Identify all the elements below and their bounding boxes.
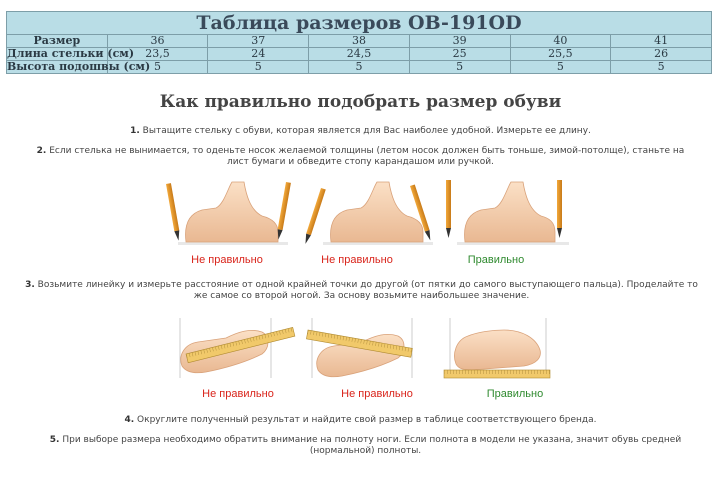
row-label: Длина стельки (см) bbox=[7, 47, 135, 60]
pencil-icon bbox=[446, 180, 451, 238]
table-cell: 26 bbox=[611, 48, 712, 61]
table-cell: 5 bbox=[208, 61, 309, 74]
caption-wrong: Не правильно bbox=[341, 388, 413, 400]
table-cell: 24,5 bbox=[309, 48, 410, 61]
size-table bbox=[6, 11, 712, 74]
foot-icon bbox=[178, 182, 288, 245]
step-number: 5. bbox=[49, 435, 60, 445]
table-cell: 39 bbox=[409, 35, 510, 48]
caption-wrong: Не правильно bbox=[191, 254, 263, 266]
pencil-icon bbox=[276, 182, 291, 240]
step-number: 4. bbox=[124, 415, 135, 425]
table-row bbox=[7, 48, 712, 61]
row-label: Размер bbox=[7, 35, 108, 48]
table-cell: 24 bbox=[208, 48, 309, 61]
table-cell: 38 bbox=[309, 35, 410, 48]
table-cell: 5 bbox=[611, 61, 712, 74]
table-row bbox=[7, 61, 712, 74]
table-cell: 5 bbox=[107, 61, 208, 74]
foot-icon bbox=[457, 182, 569, 245]
table-cell: 5 bbox=[309, 61, 410, 74]
pencil-icon bbox=[166, 183, 181, 241]
size-table-title: Таблица размеров OB-191OD bbox=[7, 12, 712, 35]
step-text: Округлите полученный результат и найдите свой размер в таблице соответствующего бренда. bbox=[137, 415, 597, 425]
table-cell: 25 bbox=[409, 48, 510, 61]
ruler-icon bbox=[444, 370, 550, 378]
foot-icon bbox=[455, 330, 541, 370]
row-label: Высота подошвы (см) bbox=[7, 60, 151, 73]
step-text: Вытащите стельку с обуви, которая является для Вас наиболее удобной. Измерьте ее длину. bbox=[142, 126, 591, 136]
step-text: Возьмите линейку и измерьте расстояние от одной крайней точки до другой (от пятки до самого выступающего пальца). Проделайте то же самое со второй ногой. За основу возьмите наибольшее значение. bbox=[37, 280, 698, 301]
table-cell: 41 bbox=[611, 35, 712, 48]
step-number: 3. bbox=[25, 280, 35, 290]
step-1 bbox=[20, 126, 701, 137]
step-number: 2. bbox=[36, 146, 47, 156]
guide-title: Как правильно подобрать размер обуви bbox=[159, 92, 562, 112]
table-cell: 40 bbox=[510, 35, 611, 48]
table-cell: 5 bbox=[409, 61, 510, 74]
step-4 bbox=[20, 415, 701, 426]
step-text: При выборе размера необходимо обратить внимание на полноту ноги. Если полнота в модели не указана, значит обувь средней (нормальной) полноты. bbox=[62, 435, 682, 456]
table-cell: 23,5 bbox=[107, 48, 208, 61]
step-number: 1. bbox=[130, 126, 140, 136]
caption-right: Правильно bbox=[486, 388, 544, 400]
pencil-icon bbox=[557, 180, 562, 238]
ruler-illustrations bbox=[176, 318, 552, 382]
step-5 bbox=[40, 435, 691, 457]
caption-wrong: Не правильно bbox=[202, 388, 274, 400]
table-cell: 37 bbox=[208, 35, 309, 48]
table-cell: 36 bbox=[107, 35, 208, 48]
pencil-icon bbox=[303, 188, 326, 245]
pencil-illustrations bbox=[158, 180, 578, 252]
table-cell: 5 bbox=[510, 61, 611, 74]
step-3 bbox=[22, 280, 701, 302]
table-row bbox=[7, 35, 712, 48]
table-cell: 25,5 bbox=[510, 48, 611, 61]
step-2 bbox=[30, 146, 691, 168]
step-text: Если стелька не вынимается, то оденьте носок желаемой толщины (летом носок должен быть тоньше, зимой-потолще), станьте на лист бумаги и обведите стопу карандашом или ручкой. bbox=[49, 146, 685, 167]
caption-right: Правильно bbox=[467, 254, 525, 266]
caption-wrong: Не правильно bbox=[321, 254, 393, 266]
